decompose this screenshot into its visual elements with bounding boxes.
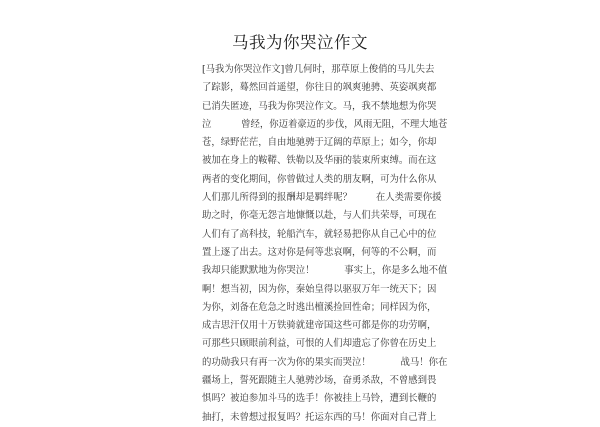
paragraph-line: 啊！想当初，因为你，秦始皇得以驱驭万年一统天下；因: [202, 283, 437, 295]
paragraph-line: 苍，绿野茫茫，自由地驰骋于辽阔的草原上；如今，你却: [202, 137, 437, 149]
paragraph-line: 被加在身上的鞍鞯、铁勒以及华丽的装束所束缚。而在这: [202, 155, 437, 167]
paragraph-line: 成吉思汗仅用十万铁骑就建帝国这些可都是你的功劳啊，: [202, 320, 437, 332]
paragraph-line: 疆场上，誓死跟随主人驰骋沙场，奋勇杀敌，不曾感到畏: [202, 375, 437, 387]
paragraph-line: 人们那儿所得到的报酬却是羁绊呢？ 在人类需要你援: [202, 192, 442, 204]
paragraph-line: [马我为你哭泣作文]曾几何时，那草原上俊俏的马儿失去: [202, 64, 435, 75]
paragraph-line: 我却只能默默地为你哭泣！ 事实上，你是多么地不值: [202, 265, 448, 277]
paragraph-line: 的功勋我只有再一次为你的果实而哭泣！ 战马！你在: [202, 356, 448, 368]
paragraph-line: 可那些只顾眼前利益，可恨的人们却遗忘了你曾在历史上: [202, 338, 437, 350]
paragraph-line: 置上逐了出去。这对你是何等悲哀啊，何等的不公啊，而: [202, 246, 437, 258]
paragraph-line: 已消失匿迹，马我为你哭泣作文。马，我不禁地想为你哭: [202, 100, 437, 112]
paragraph-line: 人们有了高科技，轮船汽车，就轻易把你从自己心中的位: [202, 228, 437, 240]
paragraph-line: 了踪影，蓦然回首遥望，你往日的飒爽驰骋、英姿飒爽都: [202, 82, 437, 94]
document-title: 马我为你哭泣作文: [232, 33, 368, 52]
paragraph-line: 两者的变化期间，你曾做过人类的朋友啊，可为什么你从: [202, 173, 437, 185]
paragraph-line: 惧吗？被迫参加斗马的选手！你被挂上马铃，遭到长鞭的: [202, 393, 437, 405]
paragraph-line: 为你，刘备在危急之时逃出檀溪捡回性命；同样因为你，: [202, 301, 437, 313]
document-body: [202, 61, 448, 427]
paragraph-line: 抽打，未曾想过报复吗？托运东西的马！你面对自己背上: [202, 411, 437, 423]
paragraph-line: 泣 曾经，你迈着豪迈的步伐，风雨无阻，不理大地苍: [202, 118, 448, 130]
paragraph-line: 助之时，你毫无怨言地慷慨以赴，与人们共荣辱，可现在: [202, 210, 437, 222]
